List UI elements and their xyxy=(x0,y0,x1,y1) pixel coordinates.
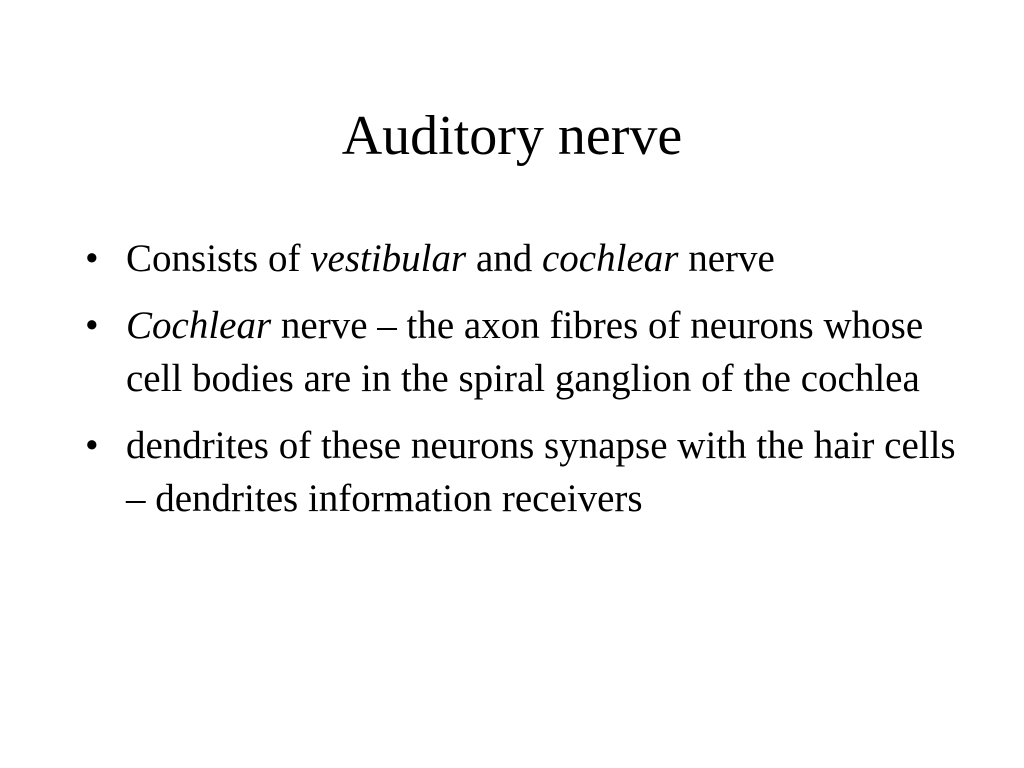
bullet-text: and xyxy=(466,237,542,280)
bullet-item-cochlear-nerve xyxy=(85,299,956,405)
bullet-item-dendrites xyxy=(85,419,956,525)
bullet-emphasis: Cochlear xyxy=(126,304,272,347)
bullet-icon: • xyxy=(85,304,99,347)
slide-title: Auditory nerve xyxy=(341,105,683,167)
bullet-emphasis: cochlear xyxy=(542,237,679,280)
bullet-text: nerve – the axon fibres of neurons whose cell bodies are in the spiral ganglion of the cochlea xyxy=(126,304,924,400)
bullet-text: dendrites of these neurons synapse with the hair cells – dendrites information receivers xyxy=(126,424,956,520)
bullet-emphasis: vestibular xyxy=(310,237,467,280)
bullet-icon: • xyxy=(85,237,99,280)
bullet-list xyxy=(85,232,956,539)
bullet-text: Consists of xyxy=(126,237,311,280)
bullet-text: nerve xyxy=(678,237,775,280)
bullet-icon: • xyxy=(85,424,99,467)
bullet-item-vestibular-cochlear xyxy=(85,232,956,285)
